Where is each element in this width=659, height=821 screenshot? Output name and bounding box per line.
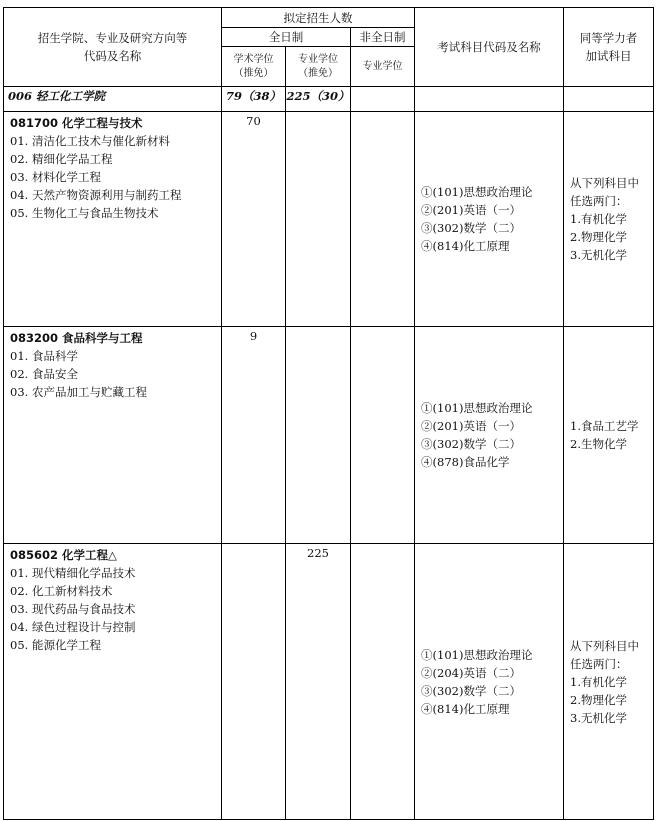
college-extra-cell: [564, 87, 654, 112]
header-professional: [286, 47, 351, 87]
header-planned: 拟定招生人数: [222, 8, 415, 28]
direction-item: 04. 天然产物资源利用与制药工程: [10, 188, 182, 202]
major-cell: [4, 112, 222, 327]
major-row: [4, 544, 654, 820]
direction-item: 01. 清洁化工技术与催化新材料: [10, 134, 170, 148]
professional-quota: 225: [286, 544, 351, 820]
academic-quota: 70: [222, 112, 286, 327]
parttime-quota: [351, 544, 415, 820]
exam-item: ①(101)思想政治理论: [421, 401, 533, 415]
college-name: 006 轻工化工学院: [4, 87, 222, 112]
exam-item: ②(201)英语（一）: [421, 419, 521, 433]
professional-quota: [286, 327, 351, 544]
exam-item: ④(878)食品化学: [421, 455, 510, 469]
direction-item: 05. 生物化工与食品生物技术: [10, 206, 159, 220]
major-row: [4, 327, 654, 544]
extra-item: 从下列科目中: [570, 638, 640, 653]
direction-item: 03. 农产品加工与贮藏工程: [10, 385, 147, 399]
parttime-quota: [351, 112, 415, 327]
exam-item: ④(814)化工原理: [421, 239, 510, 253]
header-parttime-pro: 专业学位: [351, 47, 415, 87]
exam-item: ①(101)思想政治理论: [421, 185, 533, 199]
header-academic-line2: （推免）: [233, 67, 274, 79]
header-fulltime: 全日制: [222, 28, 351, 47]
exam-subjects: [415, 112, 564, 327]
major-cell: [4, 327, 222, 544]
direction-item: 02. 食品安全: [10, 367, 78, 381]
exam-item: ①(101)思想政治理论: [421, 647, 533, 662]
exam-item: ④(814)化工原理: [421, 701, 510, 716]
college-professional-quota: 225（30）: [286, 87, 351, 112]
exam-item: ③(302)数学（二）: [421, 437, 521, 451]
enrollment-table: [3, 7, 654, 820]
extra-item: 任选两门：: [570, 656, 628, 671]
college-exam-cell: [415, 87, 564, 112]
exam-item: ③(302)数学（二）: [421, 683, 521, 698]
extra-subjects: [564, 112, 654, 327]
exam-subjects: [415, 327, 564, 544]
direction-item: 03. 现代药品与食品技术: [10, 602, 136, 616]
exam-item: ②(204)英语（二）: [421, 665, 521, 680]
exam-item: ③(302)数学（二）: [421, 221, 521, 235]
direction-item: 02. 精细化学品工程: [10, 152, 113, 166]
direction-item: 05. 能源化学工程: [10, 638, 101, 652]
major-title: 085602 化学工程△: [10, 548, 117, 562]
header-extra-line2: 加试科目: [585, 49, 632, 63]
extra-item: 3.无机化学: [570, 710, 627, 725]
academic-quota: [222, 544, 286, 820]
major-cell: [4, 544, 222, 820]
header-parttime: 非全日制: [351, 28, 415, 47]
direction-item: 02. 化工新材料技术: [10, 584, 113, 598]
extra-item: 1.食品工艺学: [570, 419, 639, 433]
extra-item: 2.物理化学: [570, 230, 627, 244]
extra-item: 2.物理化学: [570, 692, 627, 707]
extra-subjects: [564, 327, 654, 544]
parttime-quota: [351, 327, 415, 544]
major-title: 083200 食品科学与工程: [10, 331, 143, 345]
extra-subjects: [564, 544, 654, 820]
college-row: [4, 87, 654, 112]
major-row: [4, 112, 654, 327]
direction-item: 03. 材料化学工程: [10, 170, 101, 184]
extra-item: 1.有机化学: [570, 212, 627, 226]
major-title: 081700 化学工程与技术: [10, 116, 143, 130]
direction-item: 04. 绿色过程设计与控制: [10, 620, 136, 634]
header-major-line1: 招生学院、专业及研究方向等: [37, 31, 188, 45]
header-major-column: [4, 8, 222, 87]
header-academic: [222, 47, 286, 87]
header-professional-line2: （推免）: [298, 67, 338, 79]
extra-item: 从下列科目中: [570, 176, 640, 190]
header-major-line2: 代码及名称: [83, 49, 142, 63]
header-professional-line1: 专业学位: [298, 53, 338, 65]
exam-subjects: [415, 544, 564, 820]
extra-item: 任选两门：: [570, 194, 628, 208]
header-academic-line1: 学术学位: [233, 53, 274, 65]
header-exam: 考试科目代码及名称: [415, 8, 564, 87]
header-extra: [564, 8, 654, 87]
college-parttime-quota: [351, 87, 415, 112]
direction-item: 01. 食品科学: [10, 349, 78, 363]
direction-item: 01. 现代精细化学品技术: [10, 566, 136, 580]
extra-item: 3.无机化学: [570, 248, 627, 262]
extra-item: 1.有机化学: [570, 674, 627, 689]
college-academic-quota: 79（38）: [222, 87, 286, 112]
exam-item: ②(201)英语（一）: [421, 203, 521, 217]
header-extra-line1: 同等学力者: [579, 31, 638, 45]
extra-item: 2.生物化学: [570, 437, 627, 451]
academic-quota: 9: [222, 327, 286, 544]
professional-quota: [286, 112, 351, 327]
